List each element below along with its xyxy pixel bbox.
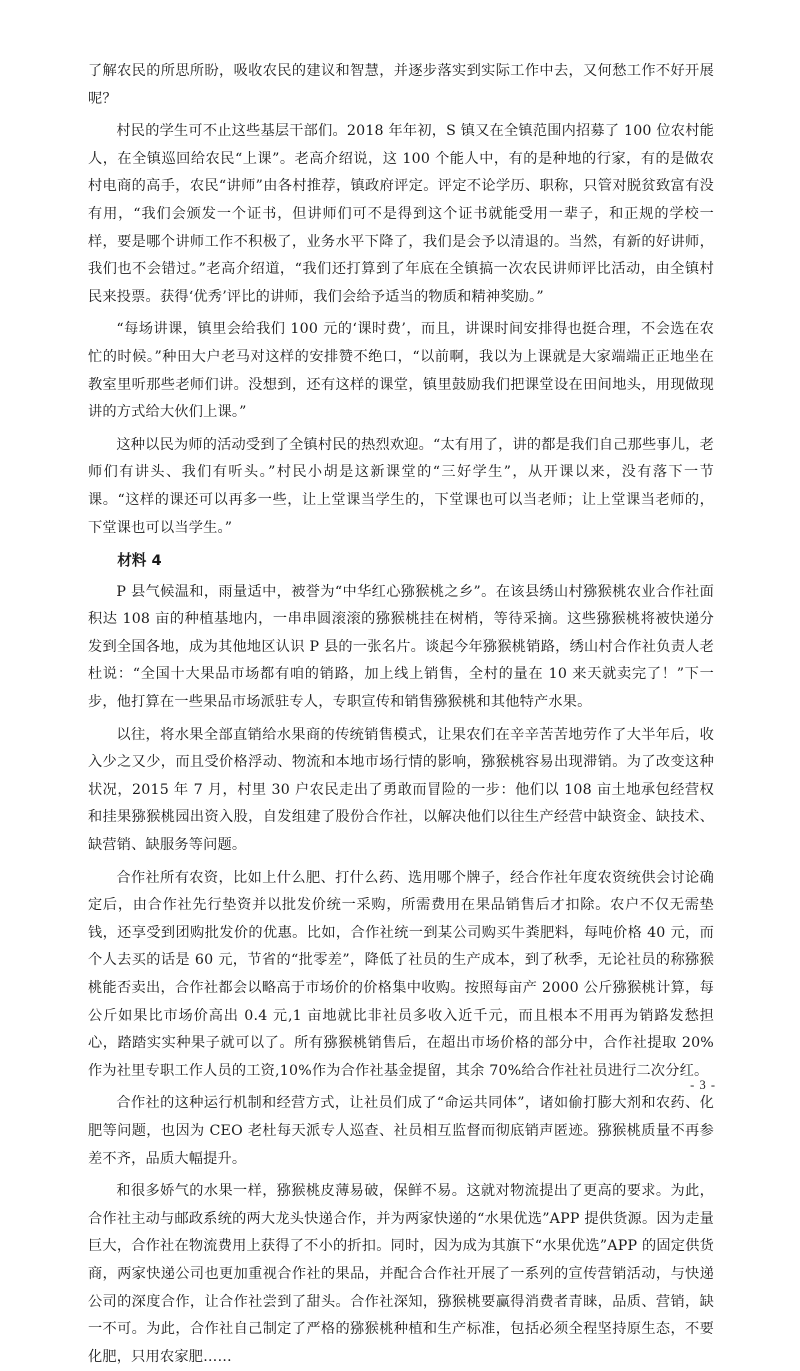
paragraph: 了解农民的所思所盼，吸收农民的建议和智慧，并逐步落实到实际工作中去，又何愁工作不好开展呢？ — [88, 63, 714, 107]
paragraph: 以往，将水果全部直销给水果商的传统销售模式，让果农们在辛辛苦苦地劳作了大半年后，收入少之又少，而且受价格浮动、物流和本地市场行情的影响，猕猴桃容易出现滞销。为了改变这种状况，2015 年 7 月，村里 30 户农民走出了勇敢而冒险的一步：他们以 108 亩土地承包经营权和挂果猕猴桃园出资入股，自发组建了股份合作社，以解决他们以往生产经营中缺资金、缺技术、缺营销、缺服务等问题。 — [88, 726, 714, 854]
paragraph: 村民的学生可不止这些基层干部们。2018 年年初，S 镇又在全镇范围内招募了 100 位农村能人，在全镇巡回给农民“上课”。老高介绍说，这 100 个能人中，有的是种地的行家，有的是做农村电商的高手，农民“讲师”由各村推荐，镇政府评定。评定不论学历、职称，只管对脱贫致富有没有用，“我们会颁发一个证书，但讲师们可不是得到这个证书就能受用一辈子，和正规的学校一样，要是哪个讲师工作不积极了，业务水平下降了，我们是会予以清退的。当然，有新的好讲师，我们也不会错过。”老高介绍道，“我们还打算到了年底在全镇搞一次农民讲师评比活动，由全镇村民来投票。获得‘优秀’评比的讲师，我们会给予适当的物质和精神奖励。” — [88, 123, 714, 305]
paragraph: 合作社所有农资，比如上什么肥、打什么药、选用哪个牌子，经合作社年度农资统供会讨论确定后，由合作社先行垫资并以批发价统一采购，所需费用在果品销售后才扣除。农户不仅无需垫钱，还享受到团购批发价的优惠。比如，合作社统一到某公司购买牛粪肥料，每吨价格 40 元，而个人去买的话是 60 元，节省的“批零差”，降低了社员的生产成本，到了秋季，无论社员的称猕猴桃能否卖出，合作社都会以略高于市场价的价格集中收购。按照每亩产 2000 公斤猕猴桃计算，每公斤如果比市场价高出 0.4 元,1 亩地就比非社员多收入近千元，而且根本不用再为销路发愁担心，踏踏实实种果子就可以了。所有猕猴桃销售后，在超出市场价格的部分中，合作社提取 20%作为社里专职工作人员的工资,10%作为合作社基金提留，其余 70%给合作社社员进行二次分红。 — [88, 869, 714, 1079]
page-number: - 3 - — [690, 1078, 716, 1092]
paragraph: P 县气候温和，雨量适中，被誉为“中华红心猕猴桃之乡”。在该县绣山村猕猴桃农业合作社面积达 108 亩的种植基地内，一串串圆滚滚的猕猴桃挂在树梢，等待采摘。这些猕猴桃将被快递分发到全国各地，成为其他地区认识 P 县的一张名片。谈起今年猕猴桃销路，绣山村合作社负责人老杜说：“全国十大果品市场都有咱的销路，加上线上销售，全村的量在 10 来天就卖完了！”下一步，他打算在一些果品市场派驻专人，专职宣传和销售猕猴桃和其他特产水果。 — [88, 583, 714, 711]
section-heading: 材料 4 — [117, 552, 162, 570]
paragraph: 合作社的这种运行机制和经营方式，让社员们成了“命运共同体”，诸如偷打膨大剂和农药、化肥等问题，也因为 CEO 老杜每天派专人巡查、社员相互监督而彻底销声匿迹。猕猴桃质量不再参差不齐，品质大幅提升。 — [88, 1095, 714, 1167]
paragraph: “每场讲课，镇里会给我们 100 元的‘课时费’，而且，讲课时间安排得也挺合理，不会选在农忙的时候。”种田大户老马对这样的安排赞不绝口，“以前啊，我以为上课就是大家端端正正地坐在教室里听那些老师们讲。没想到，还有这样的课堂，镇里鼓励我们把课堂设在田间地头，用现做现讲的方式给大伙们上课。” — [88, 321, 714, 421]
paragraph: 这种以民为师的活动受到了全镇村民的热烈欢迎。“太有用了，讲的都是我们自己那些事儿，老师们有讲头、我们有听头。”村民小胡是这新课堂的“三好学生”，从开课以来，没有落下一节课。“这样的课还可以再多一些，让上堂课当学生的，下堂课也可以当老师；让上堂课当老师的，下堂课也可以当学生。” — [88, 436, 714, 536]
paragraph: 和很多娇气的水果一样，猕猴桃皮薄易破，保鲜不易。这就对物流提出了更高的要求。为此，合作社主动与邮政系统的两大龙头快递合作，并为两家快递的“水果优选”APP 提供货源。因为走量巨大，合作社在物流费用上获得了不小的折扣。同时，因为成为其旗下“水果优选”APP 的固定供货商，两家快递公司也更加重视合作社的果品，并配合合作社开展了一系列的宣传营销活动，与快递公司的深度合作，让合作社尝到了甜头。合作社深知，猕猴桃要赢得消费者青睐，品质、营销，缺一不可。为此，合作社自己制定了严格的猕猴桃种植和生产标准，包括必须全程坚持原生态，不要化肥，只用农家肥…… — [88, 1183, 714, 1365]
